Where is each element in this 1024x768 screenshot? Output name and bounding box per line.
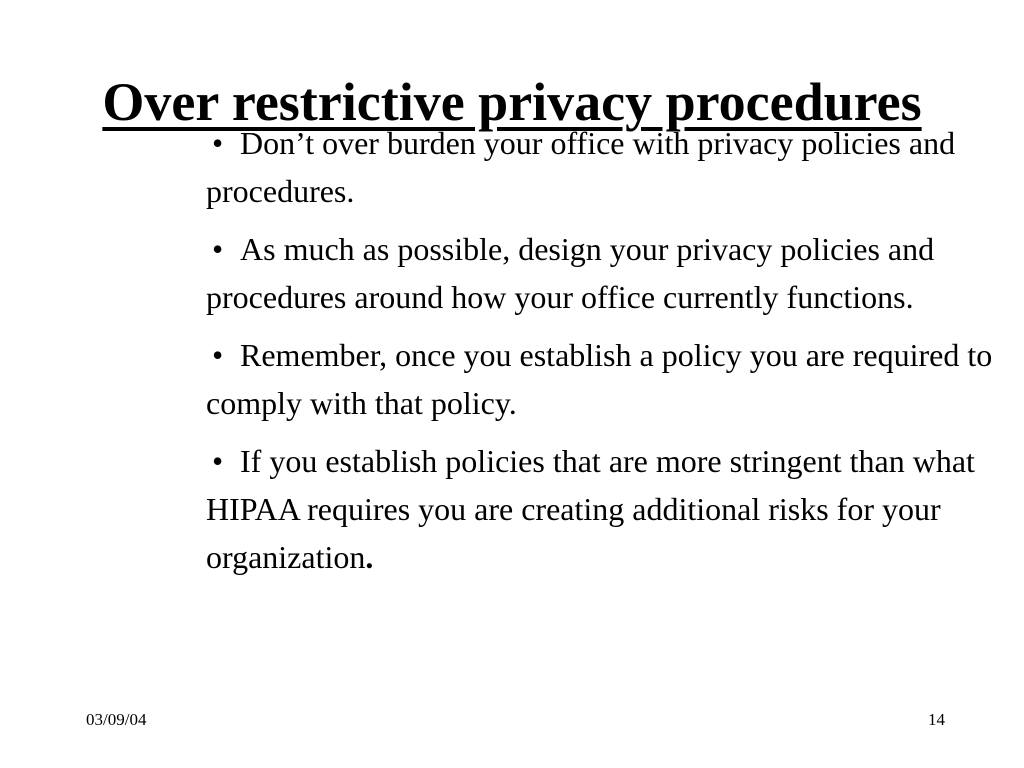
slide-title: Over restrictive privacy procedures: [102, 72, 922, 133]
bullet-item: [206, 225, 1006, 321]
bullet-text: Remember, once you establish a policy you are required to comply with that policy.: [206, 337, 993, 421]
page-number: 14: [928, 710, 945, 729]
bullet-item: [206, 437, 1006, 581]
bullet-text: As much as possible, design your privacy policies and procedures around how your office currently functions.: [206, 231, 935, 315]
bullet-text: If you establish policies that are more stringent than what HIPAA requires you are creating additional risks for your organization: [206, 443, 975, 575]
bullet-marker: •: [212, 443, 224, 479]
bullet-marker: •: [212, 125, 224, 161]
footer-date: 03/09/04: [86, 710, 147, 729]
bullet-text: Don’t over burden your office with privacy policies and procedures.: [206, 125, 956, 209]
bullet-marker: •: [212, 337, 224, 373]
bullet-item: [206, 331, 1006, 427]
bullet-end: .: [365, 539, 374, 575]
bullet-list: [206, 119, 1006, 591]
bullet-item: [206, 119, 1006, 215]
bullet-marker: •: [212, 231, 224, 267]
